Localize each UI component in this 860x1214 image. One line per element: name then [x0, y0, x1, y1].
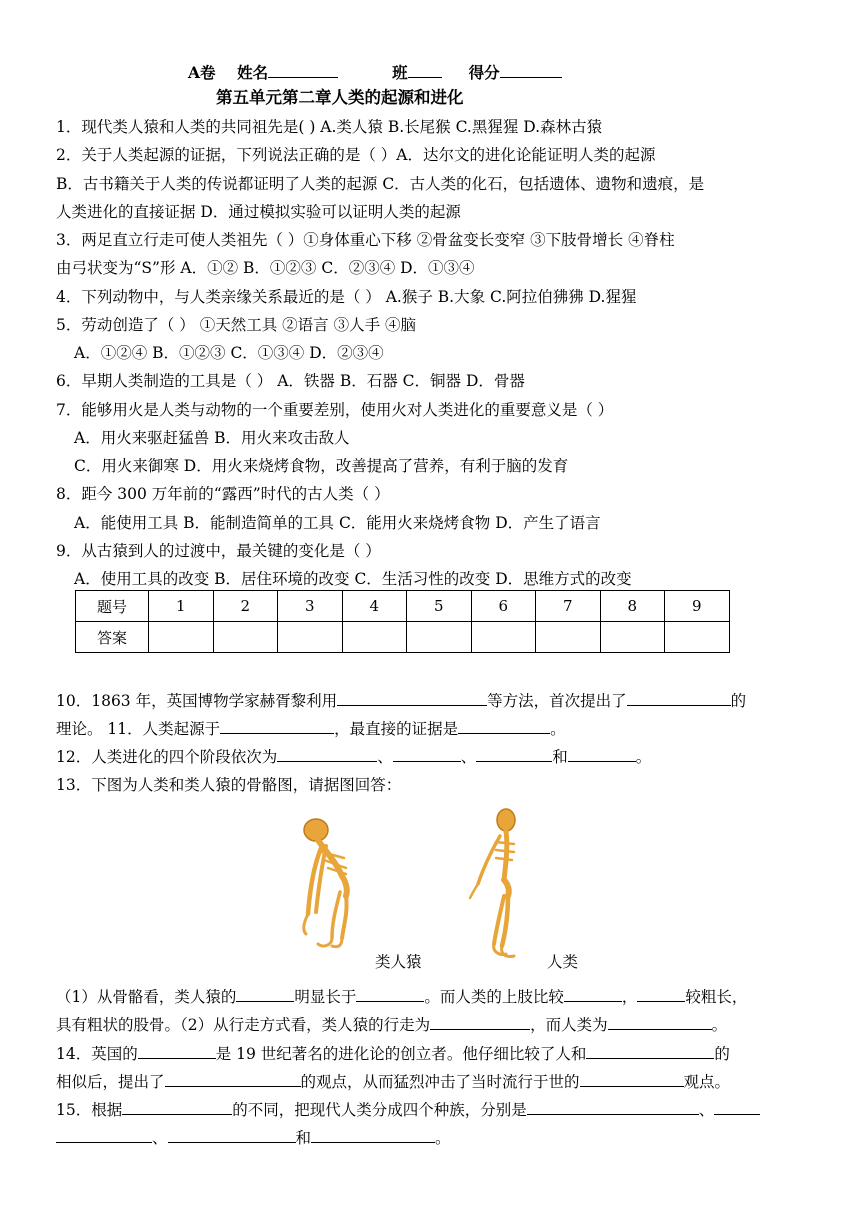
- blank[interactable]: [122, 1099, 232, 1115]
- blank[interactable]: [586, 1043, 714, 1059]
- blank[interactable]: [476, 746, 552, 762]
- blank[interactable]: [564, 986, 622, 1002]
- table-number: 9: [665, 591, 730, 622]
- human-skeleton-image: [462, 806, 526, 964]
- header-line: [188, 62, 562, 83]
- question-3: 3．两足直立行走可使人类祖先（ ）①身体重心下移 ②骨盆变长变窄 ③下肢骨增长 ④脊柱: [56, 231, 675, 249]
- blank[interactable]: [627, 690, 731, 706]
- class-label: 班: [392, 63, 408, 82]
- blank[interactable]: [220, 718, 334, 734]
- ape-skeleton-image: [292, 812, 364, 954]
- question-13-part-1: （1）从骨骼看，类人猿的 明显长于 。而人类的上肢比较 ， 较粗长，: [56, 988, 748, 1006]
- question-2-line-3: 人类进化的直接证据 D．通过模拟实验可以证明人类的起源: [56, 203, 461, 221]
- question-5-options: A．①②④ B．①②③ C．①③④ D．②③④: [74, 344, 384, 362]
- question-7-options-cd: C．用火来御寒 D．用火来烧烤食物，改善提高了营养，有利于脑的发育: [74, 457, 569, 475]
- answer-table: [75, 590, 730, 653]
- ape-skeleton: [304, 819, 347, 947]
- blank[interactable]: [458, 718, 550, 734]
- blank[interactable]: [311, 1127, 435, 1143]
- question-1: 1．现代类人猿和人类的共同祖先是( ) A.类人猿 B.长尾猴 C.黑猩猩 D.森林古猿: [56, 118, 603, 136]
- question-14-line-2: 相似后，提出了 的观点，从而猛烈冲击了当时流行于世的 观点。: [56, 1073, 731, 1091]
- blank[interactable]: [637, 986, 685, 1002]
- question-7-options-ab: A．用火来驱赶猛兽 B．用火来攻击敌人: [74, 429, 350, 447]
- blank[interactable]: [165, 1071, 301, 1087]
- ape-label: 类人猿: [375, 953, 422, 971]
- question-8: 8．距今 300 万年前的“露西”时代的古人类（ ）: [56, 485, 390, 503]
- page-title: 第五单元第二章人类的起源和进化: [216, 88, 464, 107]
- answer-cell[interactable]: [342, 622, 407, 653]
- table-number: 2: [213, 591, 278, 622]
- table-number: 8: [600, 591, 665, 622]
- score-field[interactable]: [500, 62, 562, 78]
- question-3-line-2: 由弓状变为“S”形 A．①② B．①②③ C．②③④ D．①③④: [56, 259, 475, 277]
- blank[interactable]: [168, 1127, 296, 1143]
- table-number: 4: [342, 591, 407, 622]
- question-2: 2．关于人类起源的证据，下列说法正确的是（ ）A．达尔文的进化论能证明人类的起源: [56, 146, 656, 164]
- answer-cell[interactable]: [149, 622, 214, 653]
- human-label: 人类: [547, 953, 579, 971]
- question-8-options: A．能使用工具 B．能制造简单的工具 C．能用火来烧烤食物 D．产生了语言: [74, 514, 601, 532]
- name-field[interactable]: [268, 62, 338, 78]
- answer-cell[interactable]: [536, 622, 601, 653]
- question-10: 10．1863 年，英国博物学家赫胥黎利用 等方法，首次提出了 的: [56, 692, 747, 710]
- blank[interactable]: [56, 1127, 152, 1143]
- question-14: 14．英国的 是 19 世纪著名的进化论的创立者。他仔细比较了人和 的: [56, 1045, 730, 1063]
- question-9: 9．从古猿到人的过渡中，最关键的变化是（ ）: [56, 542, 381, 560]
- table-number: 6: [471, 591, 536, 622]
- answer-cell[interactable]: [407, 622, 472, 653]
- question-13-part-2: 具有粗状的股骨。（2）从行走方式看，类人猿的行走为 ，而人类为 。: [56, 1016, 728, 1034]
- answer-cell[interactable]: [665, 622, 730, 653]
- question-13: 13．下图为人类和类人猿的骨骼图，请据图回答：: [56, 776, 402, 794]
- question-7: 7．能够用火是人类与动物的一个重要差别，使用火对人类进化的重要意义是（ ）: [56, 401, 614, 419]
- answer-cell[interactable]: [600, 622, 665, 653]
- table-number: 5: [407, 591, 472, 622]
- question-6: 6．早期人类制造的工具是（ ） A．铁器 B．石器 C．铜器 D．骨器: [56, 372, 525, 390]
- blank[interactable]: [393, 746, 461, 762]
- blank[interactable]: [527, 1099, 699, 1115]
- blank[interactable]: [430, 1014, 530, 1030]
- class-field[interactable]: [408, 62, 442, 78]
- table-number: 3: [278, 591, 343, 622]
- question-9-options: A．使用工具的改变 B．居住环境的改变 C．生活习性的改变 D．思维方式的改变: [74, 570, 632, 588]
- blank[interactable]: [356, 986, 424, 1002]
- question-12: 12．人类进化的四个阶段依次为 、 、 和 。: [56, 748, 652, 766]
- blank[interactable]: [568, 746, 636, 762]
- human-skeleton: [470, 809, 515, 957]
- blank[interactable]: [608, 1014, 712, 1030]
- paper-label: A卷: [188, 63, 216, 82]
- blank[interactable]: [236, 986, 294, 1002]
- question-15-line-2: 、 和 。: [56, 1127, 451, 1148]
- name-label: 姓名: [237, 63, 269, 82]
- table-header-label: 题号: [76, 591, 149, 622]
- question-10-11: 理论。 11．人类起源于 ，最直接的证据是 。: [56, 720, 566, 738]
- answer-cell[interactable]: [471, 622, 536, 653]
- table-row: [76, 591, 730, 622]
- blank[interactable]: [580, 1071, 684, 1087]
- table-number: 1: [149, 591, 214, 622]
- blank[interactable]: [277, 746, 377, 762]
- table-answer-label: 答案: [76, 622, 149, 653]
- question-15: 15．根据 的不同，把现代人类分成四个种族，分别是 、: [56, 1099, 760, 1120]
- table-row: [76, 622, 730, 653]
- blank[interactable]: [337, 690, 487, 706]
- question-4: 4．下列动物中，与人类亲缘关系最近的是（ ） A.猴子 B.大象 C.阿拉伯狒狒 D.猩猩: [56, 288, 637, 306]
- blank[interactable]: [714, 1099, 760, 1115]
- blank[interactable]: [138, 1043, 216, 1059]
- answer-cell[interactable]: [278, 622, 343, 653]
- question-5: 5．劳动创造了（ ） ①天然工具 ②语言 ③人手 ④脑: [56, 316, 416, 334]
- score-label: 得分: [468, 63, 500, 82]
- table-number: 7: [536, 591, 601, 622]
- question-2-line-2: B．古书籍关于人类的传说都证明了人类的起源 C．古人类的化石，包括遗体、遗物和遗痕，是: [56, 175, 705, 193]
- answer-cell[interactable]: [213, 622, 278, 653]
